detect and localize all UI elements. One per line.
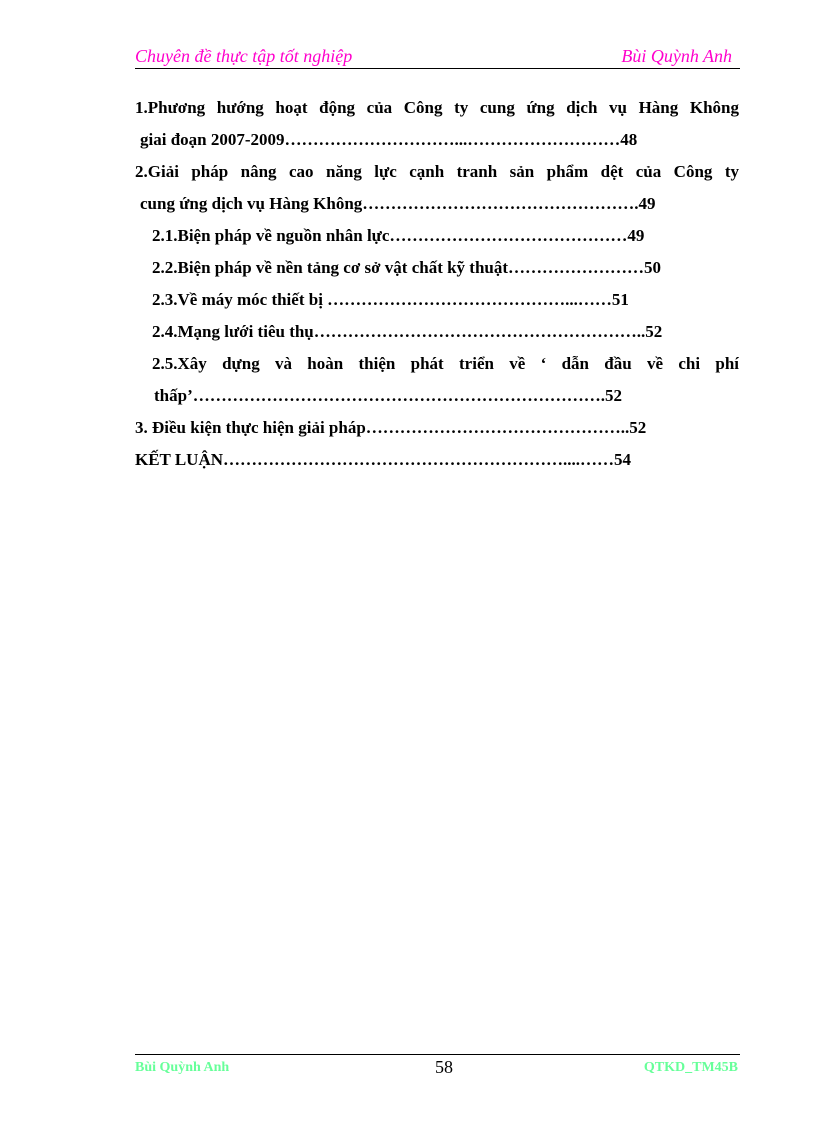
page-number: 58 — [435, 1057, 453, 1077]
toc-entry-conclusion[interactable]: KẾT LUẬN……………………………………………………....……54 — [135, 450, 632, 469]
toc-entry-1[interactable] — [135, 92, 739, 156]
toc-entry-2-5-continuation: thấp’……………………………………………………………….52 — [154, 386, 622, 405]
page-footer — [135, 1054, 740, 1081]
toc-entry-1-continuation: giai đoạn 2007-2009…………………………...………………………48 — [140, 130, 638, 149]
toc-entry-2-title: 2.Giải pháp nâng cao năng lực cạnh tranh sản phẩm dệt của Công ty — [135, 162, 739, 181]
toc-entry-2-5-title: 2.5.Xây dựng và hoàn thiện phát triển về ‘ dẫn đầu về chi phí — [152, 354, 739, 373]
toc-entry-2-5[interactable] — [135, 348, 739, 412]
toc-entry-2-3[interactable]: 2.3.Về máy móc thiết bị ……………………………………...……51 — [152, 290, 629, 309]
toc-entry-2-2[interactable]: 2.2.Biện pháp về nền tảng cơ sở vật chất kỹ thuật……………………50 — [152, 258, 662, 277]
toc-entry-2-4[interactable]: 2.4.Mạng lưới tiêu thụ…………………………………………………..52 — [152, 322, 663, 341]
toc-entry-2-1[interactable]: 2.1.Biện pháp về nguồn nhân lực……………………………………49 — [152, 226, 645, 245]
toc-entry-2-continuation: cung ứng dịch vụ Hàng Không………………………………………….49 — [140, 194, 656, 213]
page-header — [135, 46, 740, 69]
footer-author-name: Bùi Quỳnh Anh — [135, 1060, 230, 1075]
toc-entry-2[interactable] — [135, 156, 739, 220]
header-author-name: Bùi Quỳnh Anh — [621, 46, 732, 66]
toc-entry-1-title: 1.Phương hướng hoạt động của Công ty cung ứng dịch vụ Hàng Không — [135, 98, 739, 117]
table-of-contents — [135, 92, 739, 476]
header-document-title: Chuyên đề thực tập tốt nghiệp — [135, 46, 353, 66]
footer-class-code: QTKD_TM45B — [643, 1060, 738, 1075]
toc-entry-3[interactable]: 3. Điều kiện thực hiện giải pháp………………………………………..52 — [135, 418, 647, 437]
